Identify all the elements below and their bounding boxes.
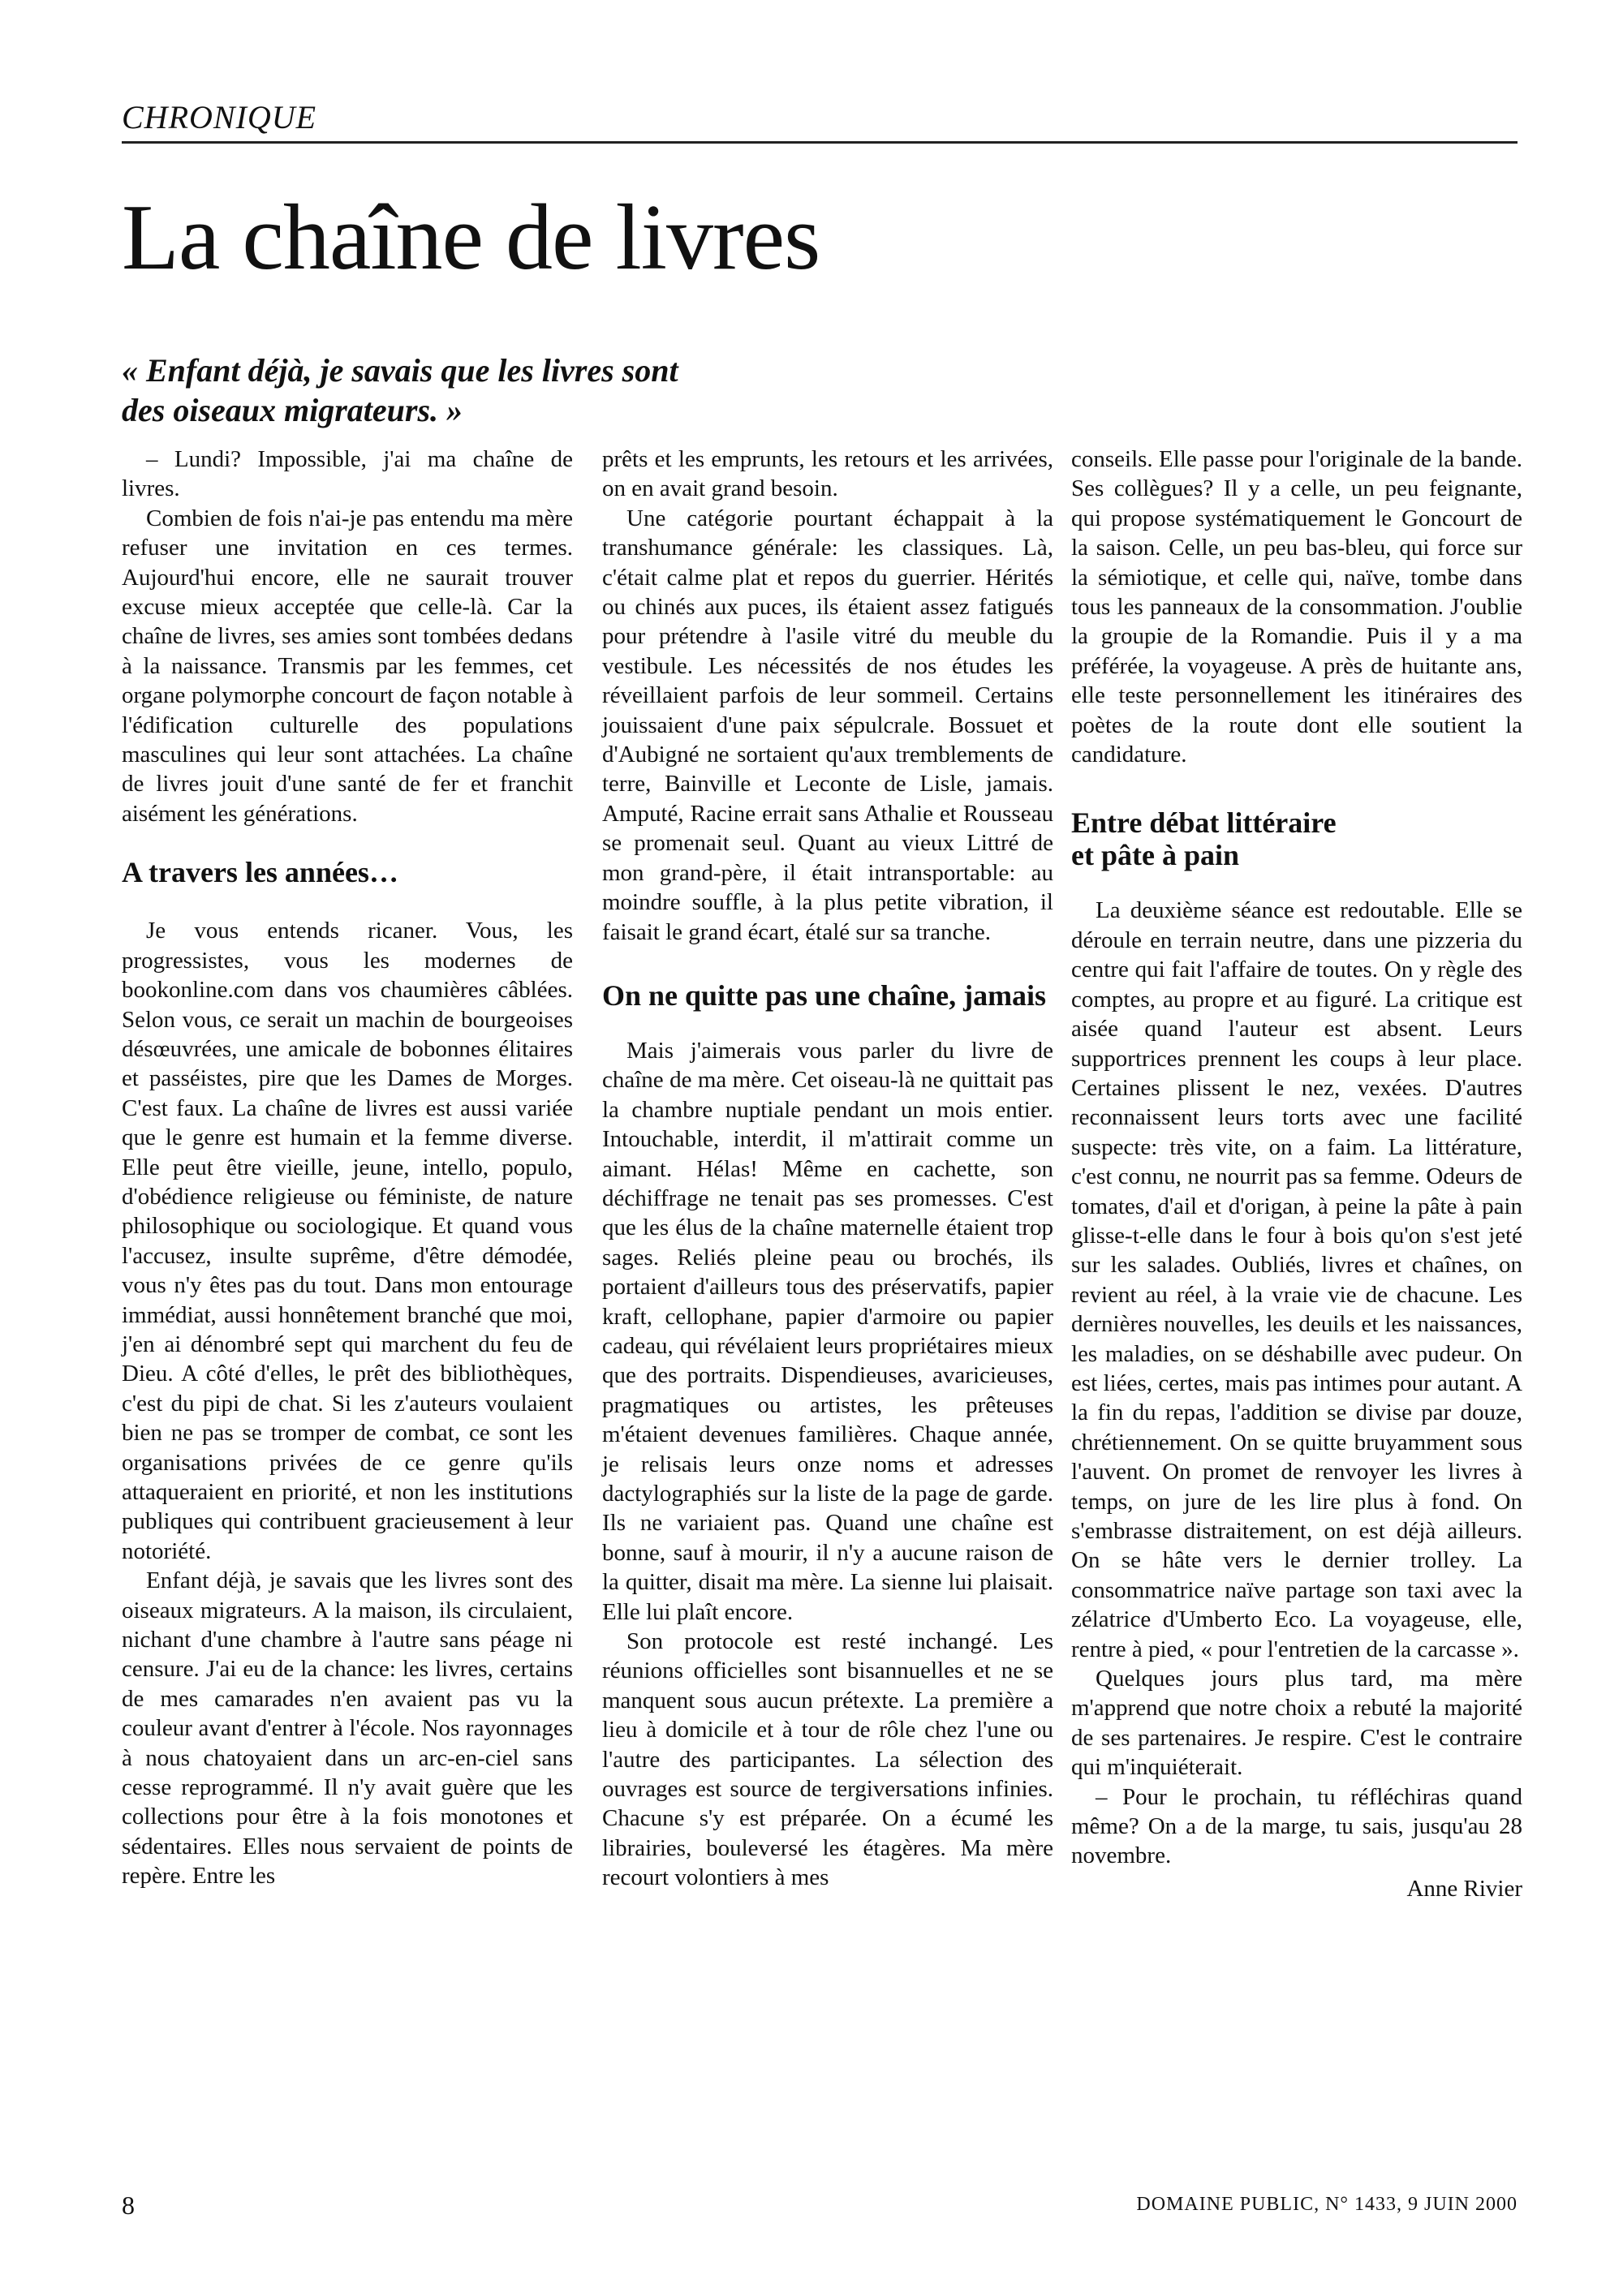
paragraph: Quelques jours plus tard, ma mère m'apprend que notre choix a rebuté la majorité de ses partenaires. Je respire. C'est le contraire qui m'inquiéterait. xyxy=(1071,1666,1522,1781)
section-label: CHRONIQUE xyxy=(122,99,317,135)
subheading xyxy=(1071,806,1522,871)
paragraph: Je vous entends ricaner. Vous, les progressistes, vous les modernes de bookonline.com dans vos chaumières câblées. Selon vous, ce serait un machin de bourgeoises désœuvrées, une amicale de bobonnes élitaires et passéistes, pire que les Dames de Morges. C'est faux. La chaîne de livres est aussi variée que le genre est humain et la femme diverse. Elle peut être vieille, jeune, intello, populo, d'obédience religieuse ou féministe, de nature philosophique ou sociologique. Et quand vous l'accusez, insulte suprême, d'être démodée, vous n'y êtes pas du tout. Dans mon entourage immédiat, aussi honnêtement branché que moi, j'en ai dénombré sept qui marchent du feu de Dieu. A côté d'elles, le prêt des bibliothèques, c'est du pipi de chat. Si les z'auteurs voulaient bien ne pas se tromper de combat, ce sont les organisations privées de ce genre qu'ils attaqueraient en priorité, et non les institutions publiques qui contribuent gracieusement à leur notoriété. xyxy=(122,918,573,1564)
subheading: On ne quitte pas une chaîne, jamais xyxy=(602,978,1047,1012)
paragraph: Mais j'aimerais vous parler du livre de chaîne de ma mère. Cet oiseau-là ne quittait pas la chambre nuptiale pendant un mois entier. Intouchable, interdit, il m'attirait comme un aimant. Hélas! Même en cachette, son déchiffrage ne tenait pas ses promesses. C'est que les élus de la chaîne maternelle étaient trop sages. Reliés pleine peau ou brochés, ils portaient d'ailleurs tous des préservatifs, papier kraft, cellophane, papier d'armoire ou papier cadeau, qui révélaient leurs propriétaires mieux que des portraits. Dispendieuses, avaricieuses, pragmatiques ou artistes, les prêteuses m'étaient devenues familières. Chaque année, je relisais leurs onze noms et adresses dactylographiés sur la liste de la page de garde. Ils ne variaient pas. Quand une chaîne est bonne, sauf à mourir, il n'y a aucune raison de la quitter, disait ma mère. La sienne lui plaisait. Elle lui plaît encore. xyxy=(602,1037,1053,1625)
lead-quote-line-2: des oiseaux migrateurs. » xyxy=(122,392,463,428)
paragraph: Une catégorie pourtant échappait à la transhumance générale: les classiques. Là, c'était calme plat et repos du guerrier. Hérités ou chinés aux puces, ils étaient assez fatigués pour prétendre à l'asile vitré du meuble du vestibule. Les nécessités de nos études les réveillaient parfois de leur sommeil. Certains jouissaient d'une paix sépulcrale. Bossuet et d'Aubigné ne sortaient qu'aux tremblements de terre, Bainville et Leconte de Lisle, jamais. Amputé, Racine errait sans Athalie et Rousseau se promenait seul. Quant au vieux Littré de mon grand-père, il était intransportable: au moindre souffle, à la plus petite vibration, il faisait le grand écart, étalé sur sa tranche. xyxy=(602,505,1053,945)
subheading: A travers les années… xyxy=(122,856,398,889)
paragraph: Son protocole est resté inchangé. Les réunions officielles sont bisannuelles et ne se manquent sous aucun prétexte. La première a lieu à domicile et à tour de rôle chez l'une ou l'autre des participantes. La sélection des ouvrages est source de tergiversations infinies. Chacune s'y est préparée. On a écumé les librairies, bouleversé les étagères. Ma mère recourt volontiers à mes xyxy=(602,1628,1053,1891)
paragraph: – Pour le prochain, tu réfléchiras quand même? On a de la marge, tu sais, jusqu'au 28 novembre. xyxy=(1071,1783,1522,1869)
page-number: 8 xyxy=(122,2191,135,2220)
column-2 xyxy=(602,445,1053,1893)
column-1 xyxy=(122,445,573,1891)
subheading-line-2: et pâte à pain xyxy=(1071,839,1239,872)
paragraph: – Lundi? Impossible, j'ai ma chaîne de livres. xyxy=(122,446,573,502)
article-title: La chaîne de livres xyxy=(122,186,820,290)
paragraph: prêts et les emprunts, les retours et les arrivées, on en avait grand besoin. xyxy=(602,446,1053,502)
paragraph: La deuxième séance est redoutable. Elle se déroule en terrain neutre, dans une pizzeria du centre qui fait l'affaire de toutes. On y règle des comptes, au propre et au figuré. La critique est aisée quand l'auteur est absent. Leurs supportrices prennent les coups à leur place. Certaines plissent le nez, vexées. D'autres reconnaissent leurs torts avec une facilité suspecte: très vite, on a faim. La littérature, c'est connu, ne nourrit pas sa femme. Odeurs de tomates, d'ail et d'origan, à peine la pâte à pain glisse-t-elle dans le four à bois qu'on s'est jeté sur les salades. Oubliés, livres et chaînes, on revient au réel, à la vraie vie de chacune. Les dernières nouvelles, les deuils et les naissances, les maladies, on se déshabille avec pudeur. On est liées, certes, mais pas intimes pour autant. A la fin du repas, l'addition se divise par douze, chrétiennement. On se quitte bruyamment sous l'auvent. On promet de renvoyer les livres à temps, on jure de les lire plus à fond. On s'embrasse distraitement, on est déjà ailleurs. On se hâte vers le dernier trolley. La consommatrice naïve partage son taxi avec la zélatrice d'Umberto Eco. La voyageuse, elle, rentre à pied, « pour l'entretien de la carcasse ». xyxy=(1071,897,1522,1662)
header-rule xyxy=(122,141,1518,144)
publication-imprint: DOMAINE PUBLIC, N° 1433, 9 JUIN 2000 xyxy=(1136,2194,1518,2215)
subheading-line-1: Entre débat littéraire xyxy=(1071,806,1337,840)
paragraph: Combien de fois n'ai-je pas entendu ma mère refuser une invitation en ces termes. Aujourd'hui encore, elle ne saurait trouver excuse mieux acceptée que celle-là. Car la chaîne de livres, ses amies sont tombées dedans à la naissance. Transmis par les femmes, cet organe polymorphe concourt de façon notable à l'édification culturelle des populations masculines qui leur sont attachées. La chaîne de livres jouit d'une santé de fer et franchit aisément les générations. xyxy=(122,505,573,827)
lead-quote xyxy=(122,350,820,430)
column-3 xyxy=(1071,445,1522,1903)
author-signature: Anne Rivier xyxy=(1406,1875,1522,1902)
paragraph: Enfant déjà, je savais que les livres sont des oiseaux migrateurs. A la maison, ils circulaient, nichant d'une chambre à l'autre sans péage ni censure. J'ai eu de la chance: les livres, certains de mes camarades n'en avaient pas vu la couleur avant d'entrer à l'école. Nos rayonnages à nous chatoyaient dans un arc-en-ciel sans cesse reprogrammé. Il n'y avait guère que les collections pour être à la fois monotones et sédentaires. Elles nous servaient de points de repère. Entre les xyxy=(122,1567,573,1890)
lead-quote-line-1: « Enfant déjà, je savais que les livres sont xyxy=(122,352,678,389)
paragraph: conseils. Elle passe pour l'originale de la bande. Ses collègues? Il y a celle, un peu feignante, qui propose systématiquement le Goncourt de la saison. Celle, un peu bas-bleu, qui force sur la sémiotique, et celle qui, naïve, tombe dans tous les panneaux de la consommation. J'oublie la groupie de la Romandie. Puis il y a ma préférée, la voyageuse. A près de huitante ans, elle teste personnellement les itinéraires des poètes de la route dont elle soutient la candidature. xyxy=(1071,446,1522,768)
